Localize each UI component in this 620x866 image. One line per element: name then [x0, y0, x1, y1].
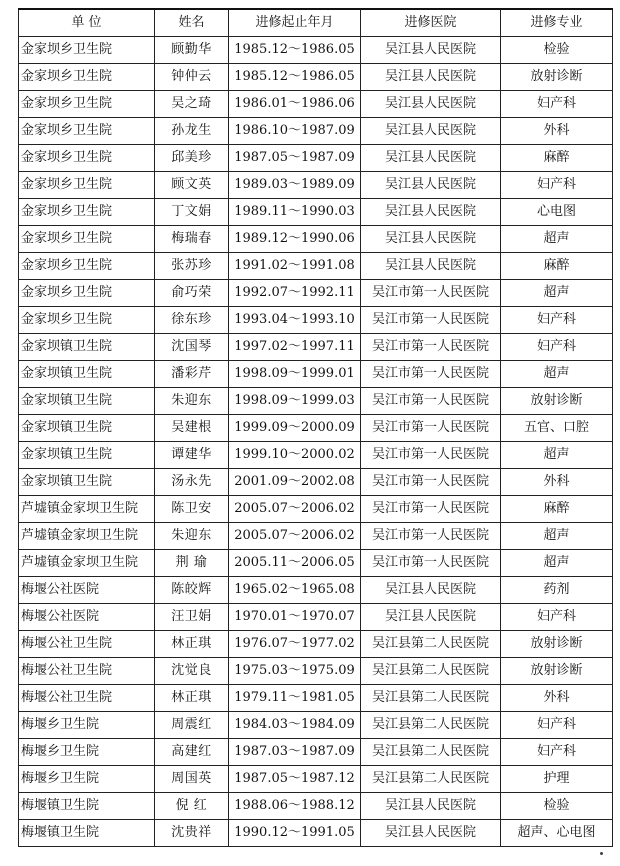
- cell-hospital: 吴江市第一人民医院: [361, 442, 501, 469]
- cell-name: 钟仲云: [155, 64, 229, 91]
- cell-period: 1999.09～2000.09: [229, 415, 361, 442]
- cell-unit: 金家坝乡卫生院: [19, 226, 155, 253]
- cell-unit: 金家坝乡卫生院: [19, 280, 155, 307]
- cell-name: 张苏珍: [155, 253, 229, 280]
- cell-hospital: 吴江市第一人民医院: [361, 550, 501, 577]
- cell-period: 1970.01～1970.07: [229, 604, 361, 631]
- cell-period: 1979.11～1981.05: [229, 685, 361, 712]
- cell-specialty: 心电图: [501, 199, 613, 226]
- table-row: [19, 415, 613, 442]
- cell-unit: 梅堰公社医院: [19, 604, 155, 631]
- cell-hospital: 吴江县人民医院: [361, 199, 501, 226]
- cell-unit: 金家坝镇卫生院: [19, 415, 155, 442]
- table-row: [19, 793, 613, 820]
- cell-period: 1965.02～1965.08: [229, 577, 361, 604]
- cell-unit: 梅堰乡卫生院: [19, 766, 155, 793]
- table-row: [19, 604, 613, 631]
- table-row: [19, 145, 613, 172]
- cell-specialty: 妇产科: [501, 307, 613, 334]
- cell-period: 1987.05～1987.09: [229, 145, 361, 172]
- cell-hospital: 吴江县人民医院: [361, 226, 501, 253]
- cell-period: 1989.11～1990.03: [229, 199, 361, 226]
- cell-period: 1987.05～1987.12: [229, 766, 361, 793]
- header-period: 进修起止年月: [229, 9, 361, 37]
- cell-hospital: 吴江县人民医院: [361, 253, 501, 280]
- cell-period: 1976.07～1977.02: [229, 631, 361, 658]
- cell-name: 沈觉良: [155, 658, 229, 685]
- cell-unit: 芦墟镇金家坝卫生院: [19, 496, 155, 523]
- header-specialty: 进修专业: [501, 9, 613, 37]
- cell-name: 高建红: [155, 739, 229, 766]
- cell-specialty: 妇产科: [501, 604, 613, 631]
- cell-hospital: 吴江市第一人民医院: [361, 388, 501, 415]
- cell-unit: 梅堰公社医院: [19, 577, 155, 604]
- cell-period: 1989.03～1989.09: [229, 172, 361, 199]
- table-row: [19, 685, 613, 712]
- cell-specialty: 外科: [501, 469, 613, 496]
- cell-specialty: 放射诊断: [501, 64, 613, 91]
- cell-period: 1989.12～1990.06: [229, 226, 361, 253]
- cell-name: 周国英: [155, 766, 229, 793]
- cell-unit: 梅堰乡卫生院: [19, 712, 155, 739]
- cell-name: 潘彩芹: [155, 361, 229, 388]
- table-row: [19, 307, 613, 334]
- cell-period: 1999.10～2000.02: [229, 442, 361, 469]
- cell-name: 孙龙生: [155, 118, 229, 145]
- table-row: [19, 280, 613, 307]
- cell-name: 汪卫娟: [155, 604, 229, 631]
- cell-name: 倪 红: [155, 793, 229, 820]
- table-row: [19, 577, 613, 604]
- cell-unit: 金家坝乡卫生院: [19, 91, 155, 118]
- cell-period: 1987.03～1987.09: [229, 739, 361, 766]
- cell-hospital: 吴江县第二人民医院: [361, 739, 501, 766]
- cell-specialty: 外科: [501, 685, 613, 712]
- cell-hospital: 吴江县人民医院: [361, 91, 501, 118]
- cell-hospital: 吴江市第一人民医院: [361, 469, 501, 496]
- cell-unit: 芦墟镇金家坝卫生院: [19, 523, 155, 550]
- cell-name: 顾文英: [155, 172, 229, 199]
- cell-unit: 金家坝乡卫生院: [19, 64, 155, 91]
- cell-period: 1984.03～1984.09: [229, 712, 361, 739]
- cell-unit: 金家坝乡卫生院: [19, 37, 155, 64]
- cell-name: 邱美珍: [155, 145, 229, 172]
- cell-period: 2005.07～2006.02: [229, 496, 361, 523]
- cell-period: 1993.04～1993.10: [229, 307, 361, 334]
- table-row: [19, 172, 613, 199]
- cell-name: 顾勤华: [155, 37, 229, 64]
- cell-name: 朱迎东: [155, 388, 229, 415]
- table-row: [19, 226, 613, 253]
- cell-hospital: 吴江市第一人民医院: [361, 307, 501, 334]
- table-row: [19, 820, 613, 847]
- cell-specialty: 妇产科: [501, 739, 613, 766]
- table-row: [19, 118, 613, 145]
- cell-unit: 金家坝乡卫生院: [19, 199, 155, 226]
- cell-name: 吴之琦: [155, 91, 229, 118]
- table-row: [19, 739, 613, 766]
- cell-hospital: 吴江市第一人民医院: [361, 334, 501, 361]
- cell-hospital: 吴江县人民医院: [361, 604, 501, 631]
- cell-specialty: 麻醉: [501, 496, 613, 523]
- cell-unit: 金家坝镇卫生院: [19, 469, 155, 496]
- cell-name: 丁文娟: [155, 199, 229, 226]
- table-row: [19, 550, 613, 577]
- table-row: [19, 361, 613, 388]
- cell-name: 林正琪: [155, 631, 229, 658]
- cell-specialty: 超声: [501, 226, 613, 253]
- cell-name: 朱迎东: [155, 523, 229, 550]
- cell-unit: 金家坝镇卫生院: [19, 361, 155, 388]
- table-row: [19, 91, 613, 118]
- cell-period: 2001.09～2002.08: [229, 469, 361, 496]
- cell-name: 沈国琴: [155, 334, 229, 361]
- table-row: [19, 37, 613, 64]
- table-row: [19, 253, 613, 280]
- cell-unit: 梅堰公社卫生院: [19, 685, 155, 712]
- cell-specialty: 麻醉: [501, 145, 613, 172]
- cell-specialty: 超声、心电图: [501, 820, 613, 847]
- cell-hospital: 吴江县第二人民医院: [361, 766, 501, 793]
- cell-name: 谭建华: [155, 442, 229, 469]
- cell-specialty: 检验: [501, 37, 613, 64]
- header-unit: 单 位: [19, 9, 155, 37]
- training-record-table: [18, 8, 613, 847]
- cell-period: 1986.01～1986.06: [229, 91, 361, 118]
- cell-specialty: 麻醉: [501, 253, 613, 280]
- cell-hospital: 吴江市第一人民医院: [361, 496, 501, 523]
- cell-hospital: 吴江县第二人民医院: [361, 685, 501, 712]
- table-row: [19, 658, 613, 685]
- cell-hospital: 吴江县人民医院: [361, 145, 501, 172]
- cell-unit: 金家坝乡卫生院: [19, 253, 155, 280]
- table-row: [19, 712, 613, 739]
- cell-specialty: 妇产科: [501, 91, 613, 118]
- cell-name: 陈皎辉: [155, 577, 229, 604]
- cell-name: 徐东珍: [155, 307, 229, 334]
- cell-name: 吴建根: [155, 415, 229, 442]
- cell-period: 1997.02～1997.11: [229, 334, 361, 361]
- cell-hospital: 吴江县第二人民医院: [361, 658, 501, 685]
- table-header-row: [19, 9, 613, 37]
- cell-unit: 梅堰公社卫生院: [19, 658, 155, 685]
- table-row: [19, 766, 613, 793]
- cell-hospital: 吴江县人民医院: [361, 577, 501, 604]
- cell-specialty: 药剂: [501, 577, 613, 604]
- cell-specialty: 超声: [501, 280, 613, 307]
- cell-specialty: 妇产科: [501, 172, 613, 199]
- cell-hospital: 吴江县第二人民医院: [361, 631, 501, 658]
- cell-name: 沈贵祥: [155, 820, 229, 847]
- cell-unit: 金家坝乡卫生院: [19, 118, 155, 145]
- table-row: [19, 631, 613, 658]
- cell-period: 1975.03～1975.09: [229, 658, 361, 685]
- header-hospital: 进修医院: [361, 9, 501, 37]
- cell-period: 2005.07～2006.02: [229, 523, 361, 550]
- table-row: [19, 64, 613, 91]
- cell-hospital: 吴江市第一人民医院: [361, 361, 501, 388]
- cell-unit: 梅堰公社卫生院: [19, 631, 155, 658]
- header-name: 姓名: [155, 9, 229, 37]
- cell-hospital: 吴江县人民医院: [361, 118, 501, 145]
- cell-specialty: 妇产科: [501, 334, 613, 361]
- cell-name: 汤永先: [155, 469, 229, 496]
- cell-hospital: 吴江县人民医院: [361, 172, 501, 199]
- cell-specialty: 护理: [501, 766, 613, 793]
- cell-hospital: 吴江县人民医院: [361, 820, 501, 847]
- cell-period: 1990.12～1991.05: [229, 820, 361, 847]
- cell-unit: 金家坝镇卫生院: [19, 334, 155, 361]
- cell-unit: 金家坝镇卫生院: [19, 388, 155, 415]
- cell-unit: 芦墟镇金家坝卫生院: [19, 550, 155, 577]
- cell-period: 1985.12～1986.05: [229, 64, 361, 91]
- cell-name: 周震红: [155, 712, 229, 739]
- cell-specialty: 超声: [501, 361, 613, 388]
- cell-unit: 梅堰镇卫生院: [19, 820, 155, 847]
- cell-period: 1998.09～1999.01: [229, 361, 361, 388]
- scan-dot: [600, 852, 603, 855]
- cell-period: 1992.07～1992.11: [229, 280, 361, 307]
- cell-name: 梅瑞春: [155, 226, 229, 253]
- cell-unit: 梅堰镇卫生院: [19, 793, 155, 820]
- cell-unit: 梅堰乡卫生院: [19, 739, 155, 766]
- cell-specialty: 妇产科: [501, 712, 613, 739]
- table-row: [19, 199, 613, 226]
- cell-unit: 金家坝乡卫生院: [19, 145, 155, 172]
- cell-hospital: 吴江县人民医院: [361, 64, 501, 91]
- cell-specialty: 放射诊断: [501, 658, 613, 685]
- table-body: [19, 37, 613, 847]
- cell-name: 荆 瑜: [155, 550, 229, 577]
- table-row: [19, 388, 613, 415]
- cell-specialty: 五官、口腔: [501, 415, 613, 442]
- cell-name: 陈卫安: [155, 496, 229, 523]
- table-row: [19, 469, 613, 496]
- table-row: [19, 442, 613, 469]
- cell-unit: 金家坝镇卫生院: [19, 442, 155, 469]
- table-row: [19, 523, 613, 550]
- table-row: [19, 496, 613, 523]
- cell-period: 1991.02～1991.08: [229, 253, 361, 280]
- cell-period: 1998.09～1999.03: [229, 388, 361, 415]
- cell-specialty: 超声: [501, 442, 613, 469]
- cell-hospital: 吴江市第一人民医院: [361, 280, 501, 307]
- cell-period: 1986.10～1987.09: [229, 118, 361, 145]
- cell-hospital: 吴江县第二人民医院: [361, 712, 501, 739]
- cell-specialty: 放射诊断: [501, 388, 613, 415]
- cell-hospital: 吴江县人民医院: [361, 37, 501, 64]
- cell-name: 林正琪: [155, 685, 229, 712]
- cell-period: 1988.06～1988.12: [229, 793, 361, 820]
- cell-specialty: 超声: [501, 523, 613, 550]
- cell-hospital: 吴江市第一人民医院: [361, 523, 501, 550]
- cell-specialty: 检验: [501, 793, 613, 820]
- cell-unit: 金家坝乡卫生院: [19, 307, 155, 334]
- cell-period: 1985.12～1986.05: [229, 37, 361, 64]
- cell-hospital: 吴江市第一人民医院: [361, 415, 501, 442]
- cell-specialty: 超声: [501, 550, 613, 577]
- cell-specialty: 外科: [501, 118, 613, 145]
- table-row: [19, 334, 613, 361]
- cell-hospital: 吴江县人民医院: [361, 793, 501, 820]
- cell-period: 2005.11～2006.05: [229, 550, 361, 577]
- cell-name: 俞巧荣: [155, 280, 229, 307]
- cell-unit: 金家坝乡卫生院: [19, 172, 155, 199]
- cell-specialty: 放射诊断: [501, 631, 613, 658]
